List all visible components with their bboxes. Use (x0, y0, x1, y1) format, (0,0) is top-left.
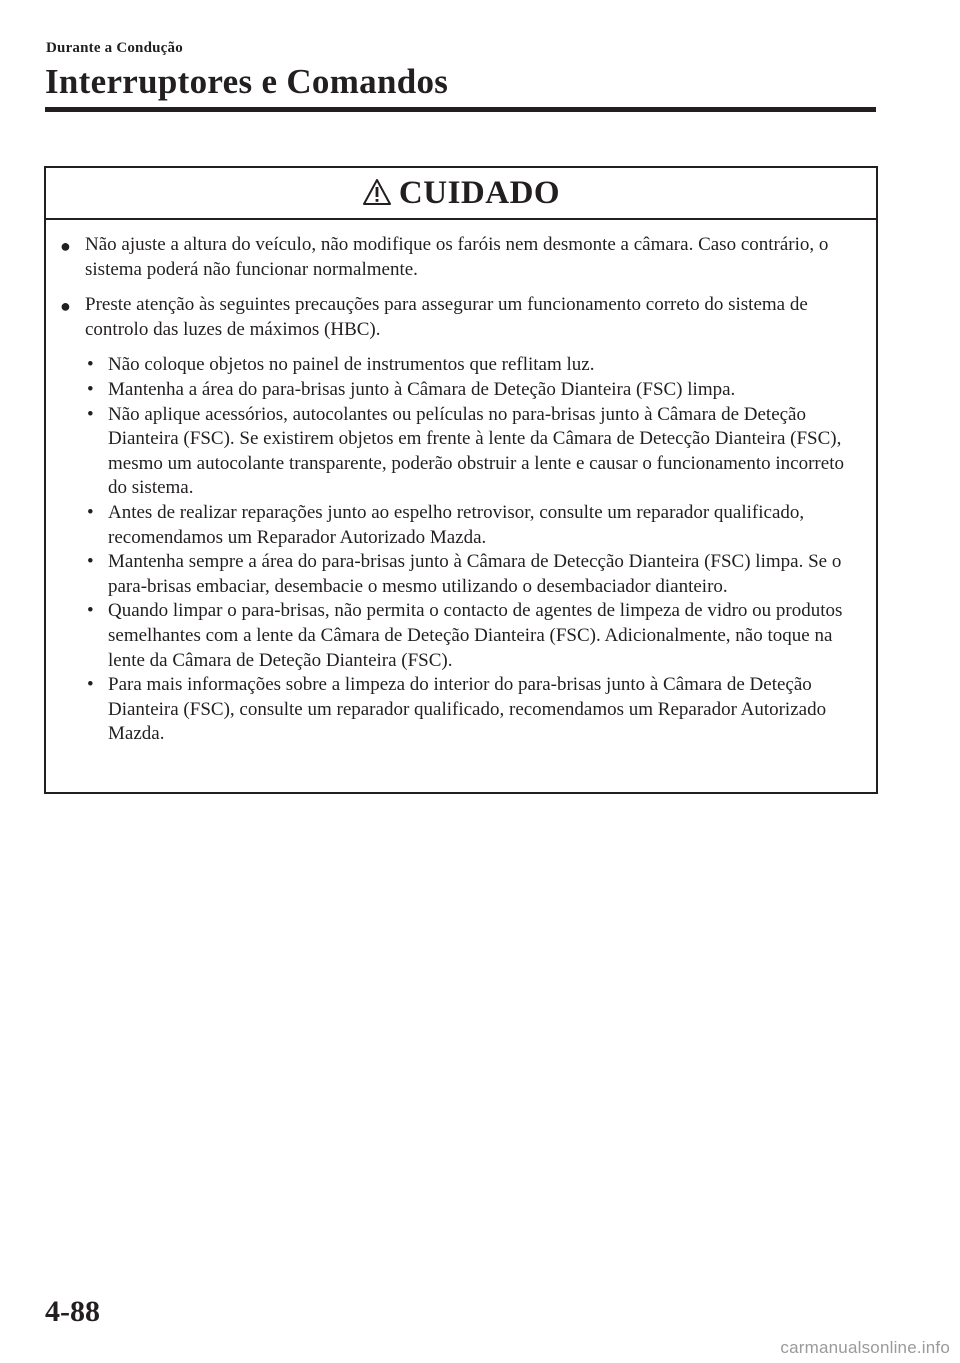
caution-header (46, 168, 876, 220)
bullet-dot-icon: ● (60, 296, 71, 317)
caution-subitem-text: Não coloque objetos no painel de instrumentos que reflitam luz. (108, 354, 595, 376)
caution-subitem (46, 673, 876, 747)
section-label: Durante a Condução (46, 40, 183, 56)
bullet-icon: • (87, 354, 94, 376)
caution-subitem (46, 599, 876, 673)
bullet-icon: • (87, 378, 94, 400)
caution-subitem (46, 403, 876, 501)
caution-subitem (46, 353, 876, 378)
page-number: 4-88 (45, 1295, 100, 1328)
bullet-icon: • (87, 403, 94, 425)
caution-subitem-text: Não aplique acessórios, autocolantes ou películas no para-brisas junto à Câmara de Deteção Dianteira (FSC). Se existirem objetos em frente à lente da Câmara de Detecção Dianteira (FSC), mesmo um autocolante transparente, poderão obstruir a lente e causar o funcionamento incorreto do sistema. (108, 403, 844, 499)
caution-subitem (46, 501, 876, 550)
caution-item-text: Preste atenção às seguintes precauções para assegurar um funcionamento correto do sistema de controlo das luzes de máximos (HBC). (85, 294, 808, 340)
watermark: carmanualsonline.info (780, 1338, 950, 1357)
bullet-icon: • (87, 551, 94, 573)
caution-subitem-text: Para mais informações sobre a limpeza do interior do para-brisas junto à Câmara de Deteção Dianteira (FSC), consulte um reparador qualificado, recomendamos um Reparador Autorizado Mazda. (108, 674, 827, 745)
caution-subitem-text: Mantenha a área do para-brisas junto à Câmara de Deteção Dianteira (FSC) limpa. (108, 378, 736, 400)
caution-item-text: Não ajuste a altura do veículo, não modifique os faróis nem desmonte a câmara. Caso contrário, o sistema poderá não funcionar normalmente. (85, 234, 829, 280)
bullet-icon: • (87, 501, 94, 523)
bullet-dot-icon: ● (60, 236, 71, 256)
caution-item (46, 233, 876, 282)
bullet-icon: • (87, 674, 94, 696)
caution-item (46, 293, 876, 342)
caution-subitem (46, 378, 876, 403)
caution-sublist (46, 353, 876, 747)
caution-subitem-text: Mantenha sempre a área do para-brisas junto à Câmara de Detecção Dianteira (FSC) limpa. Se o para-brisas embaciar, desembacie o mesmo utilizando o desembaciador dianteiro. (108, 551, 842, 597)
caution-box (44, 166, 878, 794)
bullet-icon: • (87, 600, 94, 622)
warning-triangle-icon (362, 178, 392, 206)
caution-subitem-text: Quando limpar o para-brisas, não permita o contacto de agentes de limpeza de vidro ou produtos semelhantes com a lente da Câmara de Deteção Dianteira (FSC). Adicionalmente, não toque na lente da Câmara de Deteção Dianteira (FSC). (108, 600, 843, 671)
title-divider (45, 107, 876, 112)
caution-subitem-text: Antes de realizar reparações junto ao espelho retrovisor, consulte um reparador qualificado, recomendamos um Reparador Autorizado Mazda. (108, 501, 805, 548)
page-title: Interruptores e Comandos (45, 62, 449, 101)
caution-title: CUIDADO (398, 175, 561, 211)
caution-subitem (46, 550, 876, 599)
caution-body (46, 220, 876, 747)
